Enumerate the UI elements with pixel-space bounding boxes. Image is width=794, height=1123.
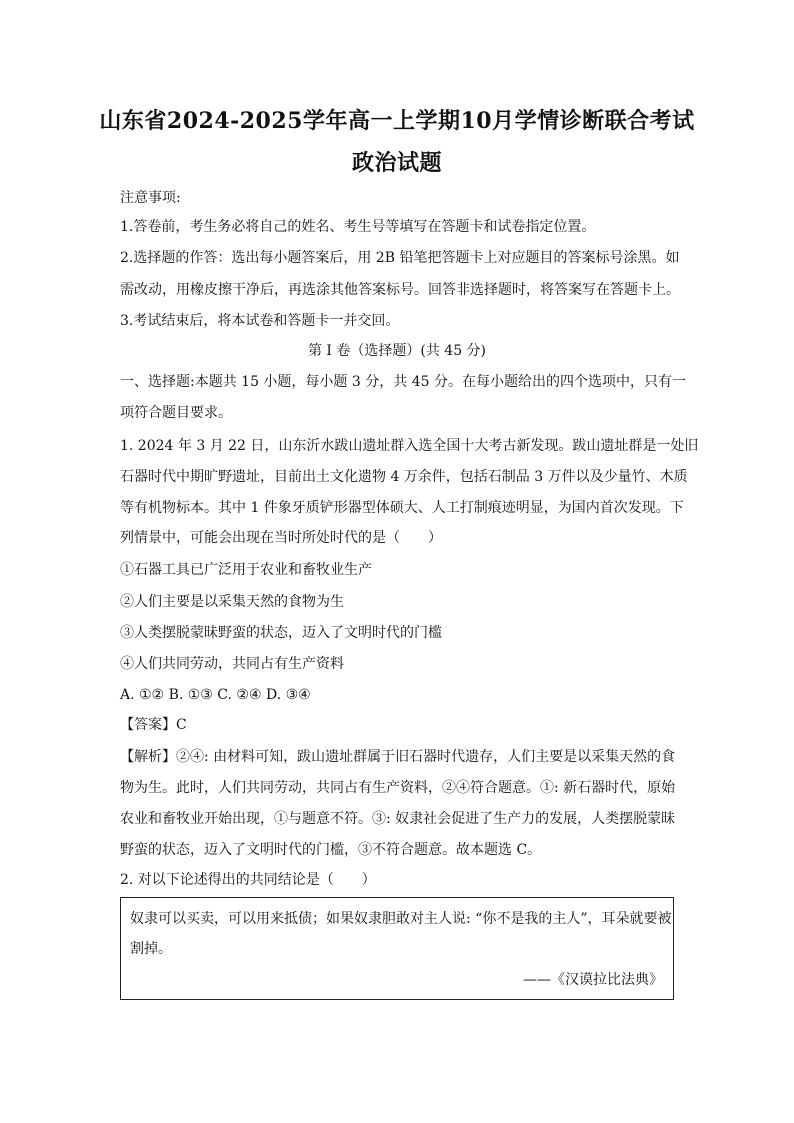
q1-stem-line-1: 1. 2024 年 3 月 22 日，山东沂水跋山遗址群入选全国十大考古新发现。跋山遗址群是一处旧 bbox=[120, 438, 699, 454]
q1-analysis-line-3: 农业和畜牧业开始出现，①与题意不符。③: 奴隶社会促进了生产力的发展，人类摆脱蒙昧 bbox=[120, 811, 676, 827]
q2-stem: 2. 对以下论述得出的共同结论是（ ） bbox=[120, 872, 376, 888]
q1-stem-line-4: 列情景中，可能会出现在当时所处时代的是（ ） bbox=[120, 530, 442, 546]
notice-item-2-line-2: 需改动，用橡皮擦干净后，再选涂其他答案标号。回答非选择题时，将答案写在答题卡上。 bbox=[120, 282, 680, 298]
notice-heading: 注意事项: bbox=[120, 190, 181, 206]
q1-option-3: ③人类摆脱蒙昧野蛮的状态，迈入了文明时代的门槛 bbox=[120, 625, 442, 641]
notice-item-2-line-1: 2.选择题的作答：选出每小题答案后，用 2B 铅笔把答题卡上对应题目的答案标号涂黑。如 bbox=[120, 250, 680, 266]
q2-quote-line-2: 割掉。 bbox=[130, 941, 172, 957]
q1-option-2: ②人们主要是以采集天然的食物为生 bbox=[120, 594, 344, 610]
exam-subject: 政治试题 bbox=[351, 150, 442, 176]
q1-stem-line-2: 石器时代中期旷野遗址，目前出土文化遗物 4 万余件，包括石制品 3 万件以及少量竹、木质 bbox=[120, 469, 688, 485]
q2-quote-box bbox=[120, 897, 674, 1000]
q1-analysis-line-4: 野蛮的状态，迈入了文明时代的门槛，③不符合题意。故本题选 C。 bbox=[120, 842, 542, 858]
q1-stem-line-3: 等有机物标本。其中 1 件象牙质铲形器型体硕大、人工打制痕迹明显，为国内首次发现。下 bbox=[120, 500, 684, 516]
q1-answer: 【答案】C bbox=[120, 717, 187, 733]
q1-choices: A. ①② B. ①③ C. ②④ D. ③④ bbox=[120, 687, 311, 703]
section-intro-line-1: 一、选择题:本题共 15 小题，每小题 3 分，共 45 分。在每小题给出的四个选项中，只有一 bbox=[120, 374, 686, 390]
q2-quote-source: ——《汉谟拉比法典》 bbox=[523, 972, 663, 988]
section-title: 第 I 卷（选择题）(共 45 分) bbox=[307, 343, 487, 359]
q1-option-4: ④人们共同劳动，共同占有生产资料 bbox=[120, 656, 344, 672]
q1-analysis-line-1: 【解析】②④: 由材料可知，跋山遗址群属于旧石器时代遗存，人们主要是以采集天然的食 bbox=[120, 749, 676, 765]
q1-analysis-line-2: 物为生。此时，人们共同劳动，共同占有生产资料，②④符合题意。①: 新石器时代，原始 bbox=[120, 780, 676, 796]
notice-item-3: 3.考试结束后，将本试卷和答题卡一并交回。 bbox=[120, 313, 400, 329]
exam-title: 山东省2024-2025学年高一上学期10月学情诊断联合考试 bbox=[99, 108, 695, 134]
q1-option-1: ①石器工具已广泛用于农业和畜牧业生产 bbox=[120, 562, 372, 578]
notice-item-1: 1.答卷前，考生务必将自己的姓名、考生号等填写在答题卡和试卷指定位置。 bbox=[120, 219, 596, 235]
q2-quote-line-1: 奴隶可以买卖，可以用来抵债；如果奴隶胆敢对主人说: “你不是我的主人”，耳朵就要被 bbox=[130, 911, 672, 927]
section-intro-line-2: 项符合题目要求。 bbox=[120, 405, 232, 421]
